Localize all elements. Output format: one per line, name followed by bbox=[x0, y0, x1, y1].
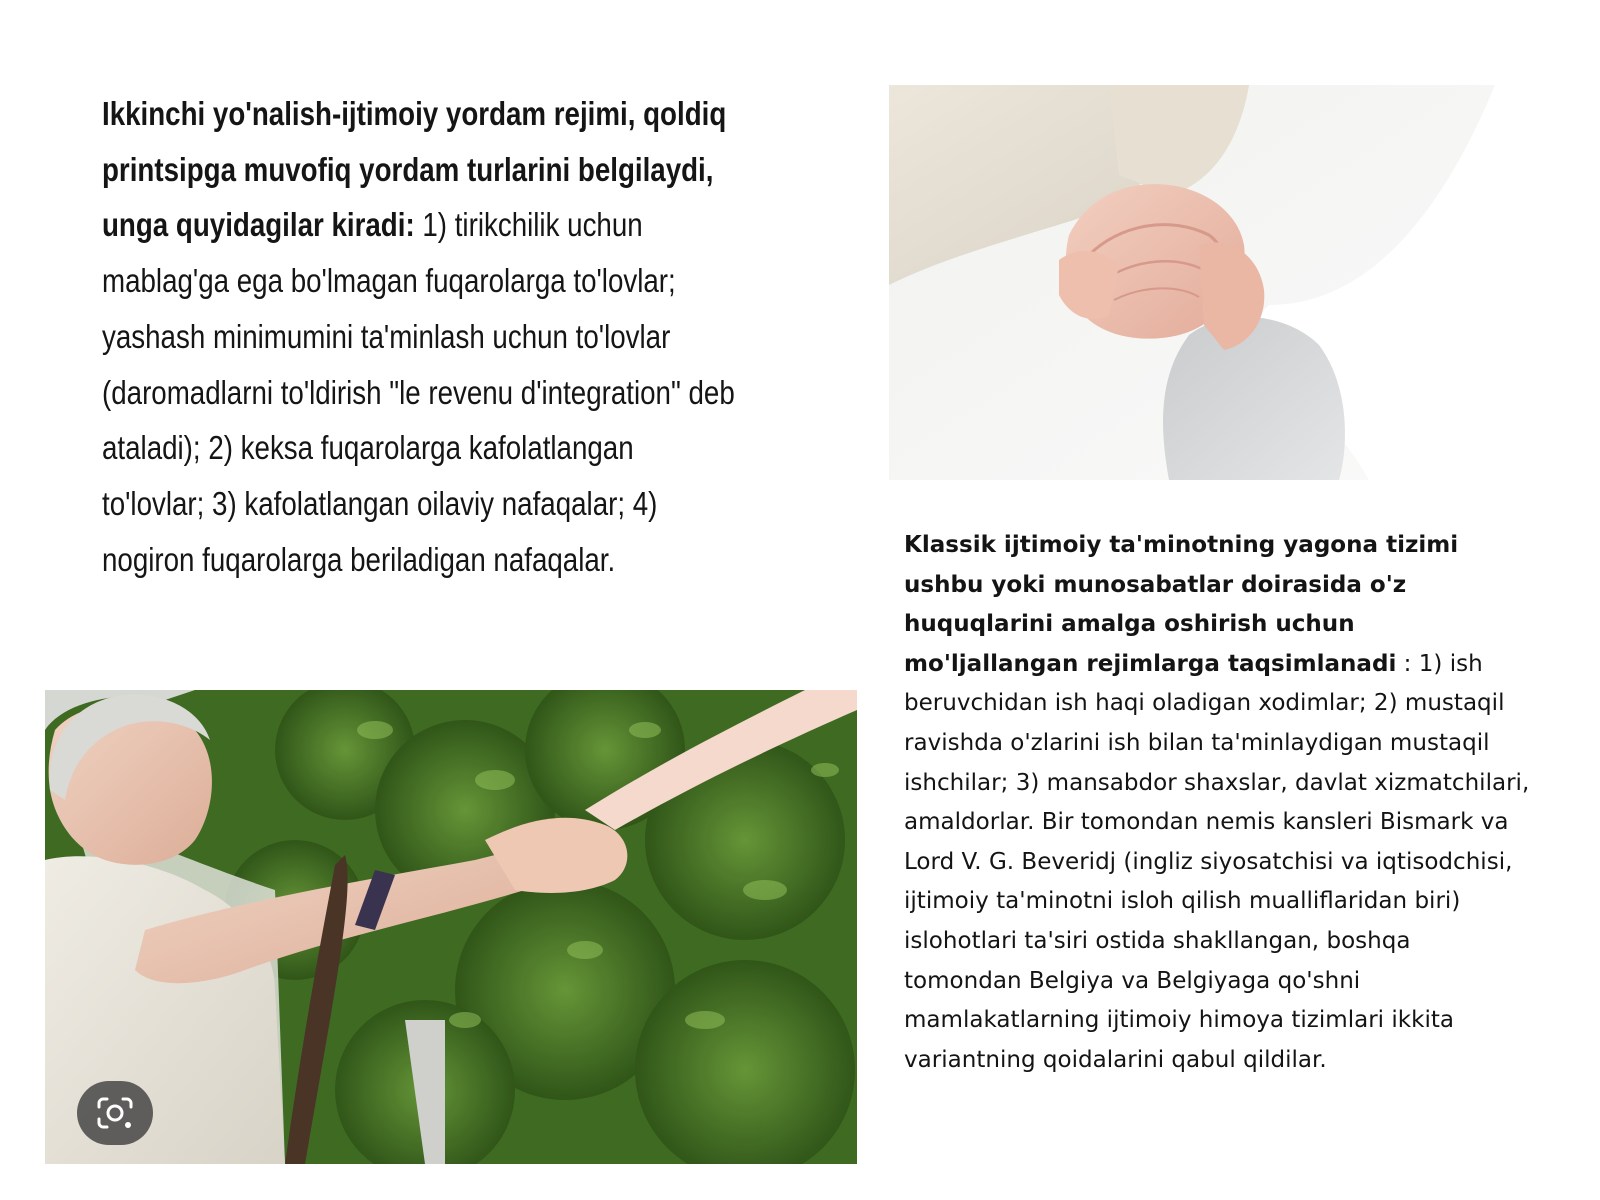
image-search-lens-icon bbox=[93, 1095, 137, 1131]
left-paragraph-body: 1) tirikchilik uchun mablag'ga ega bo'lmagan fuqarolarga to'lovlar; yashash minimumini ta'minlash uchun to'lovlar (daromadlarni to'ldirish "le revenu d'integration" deb ataladi); 2) keksa fuqarolarga kafolatlangan to'lovlar; 3) kafolatlangan oilaviy nafaqalar; 4) nogiron fuqarolarga beriladigan nafaqalar. bbox=[102, 206, 735, 578]
holding-hands-photo bbox=[889, 85, 1495, 480]
elderly-woman-photo bbox=[45, 690, 857, 1164]
right-paragraph bbox=[904, 525, 1531, 1079]
right-paragraph-bold: Klassik ijtimoiy ta'minotning yagona tizimi ushbu yoki munosabatlar doirasida o'z huquqlarini amalga oshirish uchun mo'ljallangan rejimlarga taqsimlanadi bbox=[904, 530, 1459, 677]
right-paragraph-body: : 1) ish beruvchidan ish haqi oladigan xodimlar; 2) mustaqil ravishda o'zlarini ish bilan ta'minlaydigan mustaqil ishchilar; 3) mansabdor shaxslar, davlat xizmatchilari, amaldorlar. Bir tomondan nemis kansleri Bismark va Lord V. G. Beveridj (ingliz siyosatchisi va iqtisodchisi, ijtimoiy ta'minotni isloh qilish mualliflaridan biri) islohotlari ta'siri ostida shakllangan, boshqa tomondan Belgiya va Belgiyaga qo'shni mamlakatlarning ijtimoiy himoya tizimlari ikkita variantning qoidalarini qabul qildilar. bbox=[904, 648, 1530, 1073]
left-paragraph bbox=[102, 86, 740, 587]
image-search-lens-button[interactable] bbox=[77, 1081, 153, 1145]
left-paragraph-bold: Ikkinchi yo'nalish-ijtimoiy yordam rejimi, qoldiq printsipga muvofiq yordam turlarini belgilaydi, unga quyidagilar kiradi: bbox=[102, 95, 727, 244]
